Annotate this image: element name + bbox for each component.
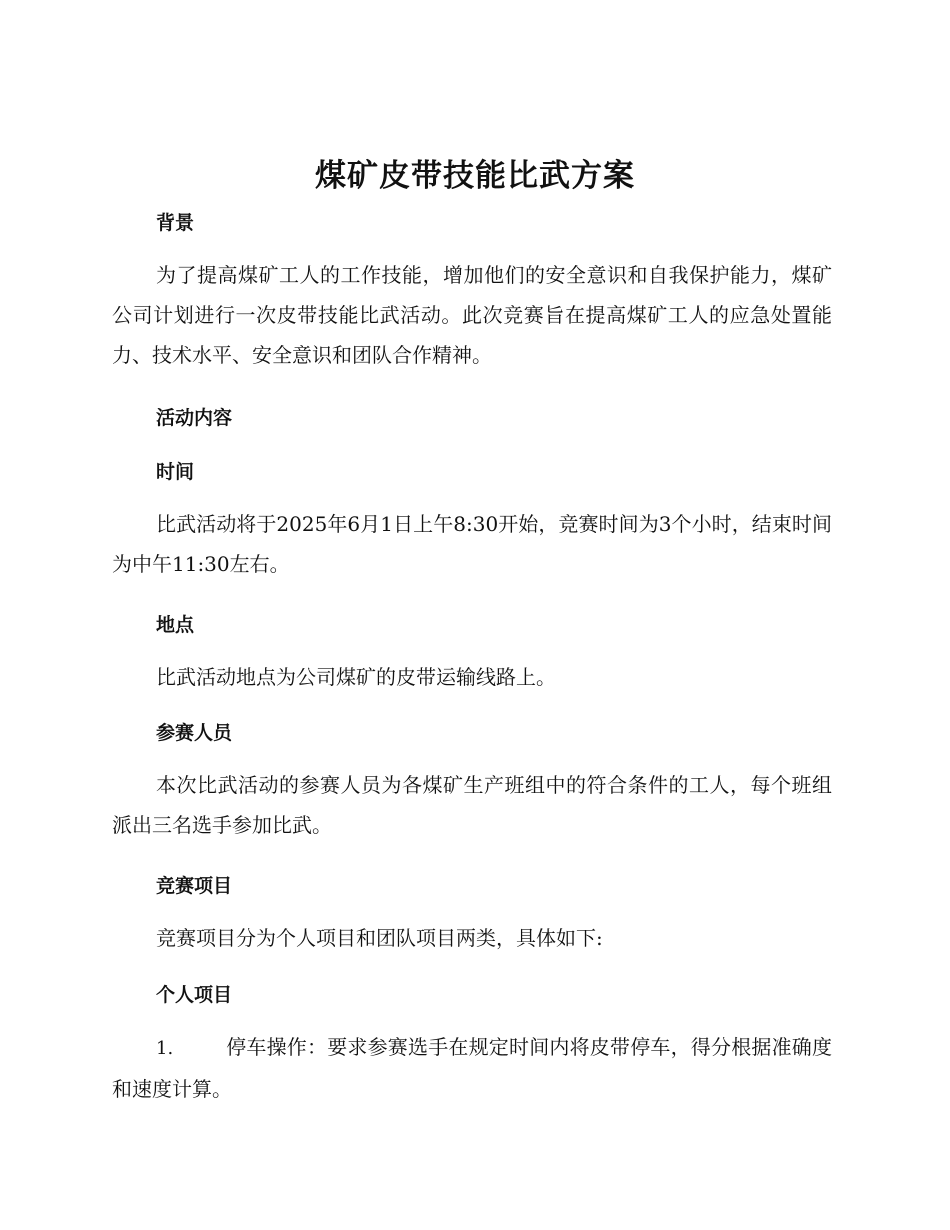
heading-time: 时间	[156, 461, 195, 483]
paragraph-participants: 本次比武活动的参赛人员为各煤矿生产班组中的符合条件的工人，每个班组派出三名选手参加比武。	[112, 773, 832, 837]
heading-events: 竞赛项目	[156, 875, 233, 897]
list-item-text: 停车操作：要求参赛选手在规定时间内将皮带停车，得分根据准确度和速度计算。	[112, 1035, 832, 1101]
paragraph-place: 比武活动地点为公司煤矿的皮带运输线路上。	[156, 665, 556, 689]
list-item	[112, 1027, 832, 1109]
heading-individual: 个人项目	[156, 984, 233, 1006]
paragraph-background: 为了提高煤矿工人的工作技能，增加他们的安全意识和自我保护能力，煤矿公司计划进行一次皮带技能比武活动。此次竞赛旨在提高煤矿工人的应急处置能力、技术水平、安全意识和团队合作精神。	[112, 263, 832, 367]
list-item-number: 1.	[156, 1038, 174, 1059]
paragraph-events: 竞赛项目分为个人项目和团队项目两类，具体如下:	[156, 926, 603, 950]
document-title: 煤矿皮带技能比武方案	[315, 158, 635, 194]
heading-activity: 活动内容	[156, 407, 233, 429]
heading-background: 背景	[156, 212, 195, 234]
paragraph-time: 比武活动将于2025年6月1日上午8:30开始，竞赛时间为3个小时，结束时间为中午11:30左右。	[112, 512, 832, 576]
heading-participants: 参赛人员	[156, 722, 233, 744]
heading-place: 地点	[156, 614, 195, 636]
